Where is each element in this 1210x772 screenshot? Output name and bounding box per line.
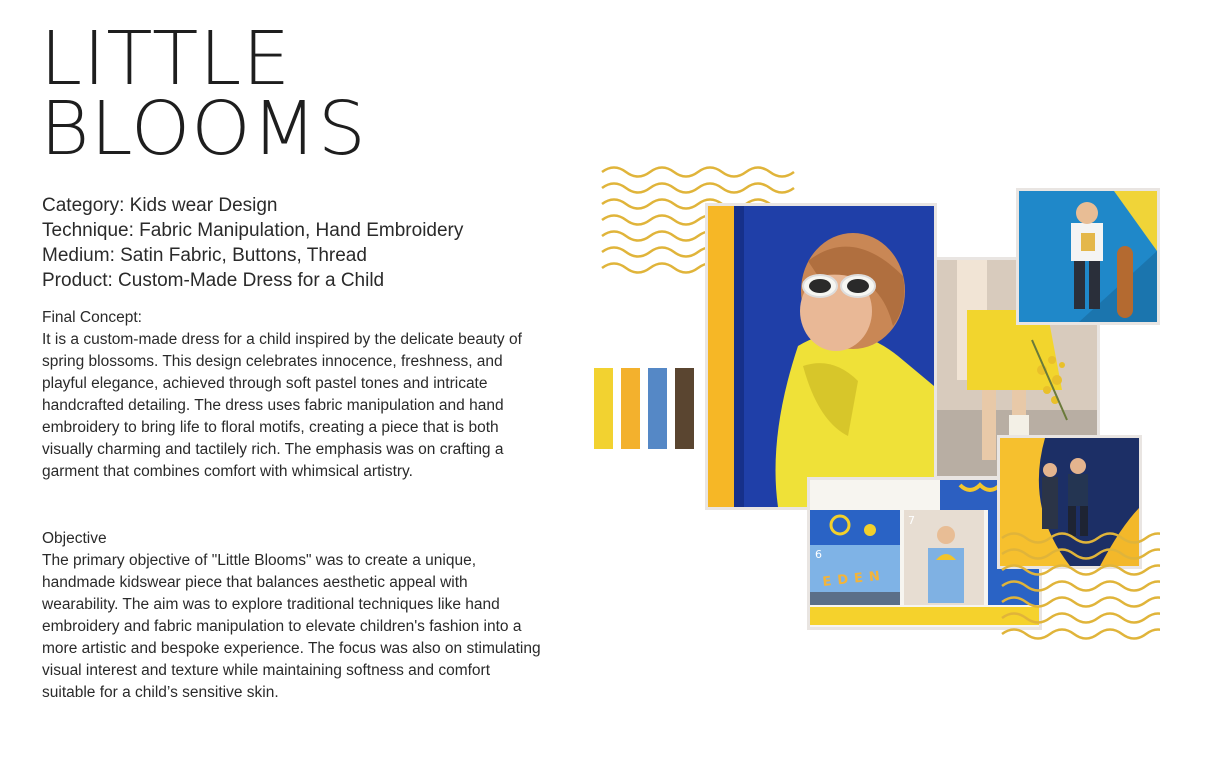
photo-girl-yellow-coat	[705, 203, 937, 510]
title-line-1: LITTLE	[40, 16, 292, 102]
final-concept-text: It is a custom-made dress for a child inspired by the delicate beauty of spring blossoms. This design celebrates innocence, freshness, and playful elegance, achieved through soft pastel tones and intricate handcrafted detailing. The dress uses fabric manipulation and hand embroidery to bring life to floral motifs, creating a piece that is both visually charming and tactilely rich. The emphasis was on crafting a garment that combines comfort with whimsical artistry.	[42, 331, 522, 480]
objective-text: The primary objective of "Little Blooms" was to create a unique, handmade kidswear piece that balances aesthetic appeal with wearability. The aim was to explore traditional techniques like hand embroidery and fabric manipulation to elevate children's fashion into a more artistic and bespoke experience. The focus was also on stimulating visual interest and texture while maintaining softness and comfort suitable for a child’s sensitive skin.	[42, 552, 541, 701]
swatch-blue	[648, 368, 667, 449]
final-concept-heading: Final Concept:	[42, 309, 142, 326]
swatch-yellow	[594, 368, 613, 449]
meta-medium: Medium: Satin Fabric, Buttons, Thread	[42, 245, 367, 266]
title-line-2: BLOOMS	[40, 86, 367, 172]
photo-skateboard-boy	[1016, 188, 1160, 325]
swatch-brown	[675, 368, 694, 449]
wave-lines-bottom	[1000, 528, 1160, 643]
project-meta	[42, 193, 463, 293]
swatch-mustard	[621, 368, 640, 449]
final-concept-section	[42, 307, 547, 483]
girl-yellow-coat-image	[708, 206, 934, 507]
meta-product: Product: Custom-Made Dress for a Child	[42, 270, 385, 291]
objective-section	[42, 528, 547, 704]
objective-heading: Objective	[42, 530, 107, 547]
meta-technique: Technique: Fabric Manipulation, Hand Embroidery	[42, 220, 464, 241]
meta-category: Category: Kids wear Design	[42, 195, 278, 216]
page-title	[40, 16, 367, 172]
eden-sign: EDEN	[821, 568, 887, 590]
color-palette	[594, 368, 694, 449]
collage-number-7: 7	[908, 514, 915, 527]
collage-number-6: 6	[815, 548, 822, 561]
skateboard-boy-image	[1019, 191, 1157, 322]
